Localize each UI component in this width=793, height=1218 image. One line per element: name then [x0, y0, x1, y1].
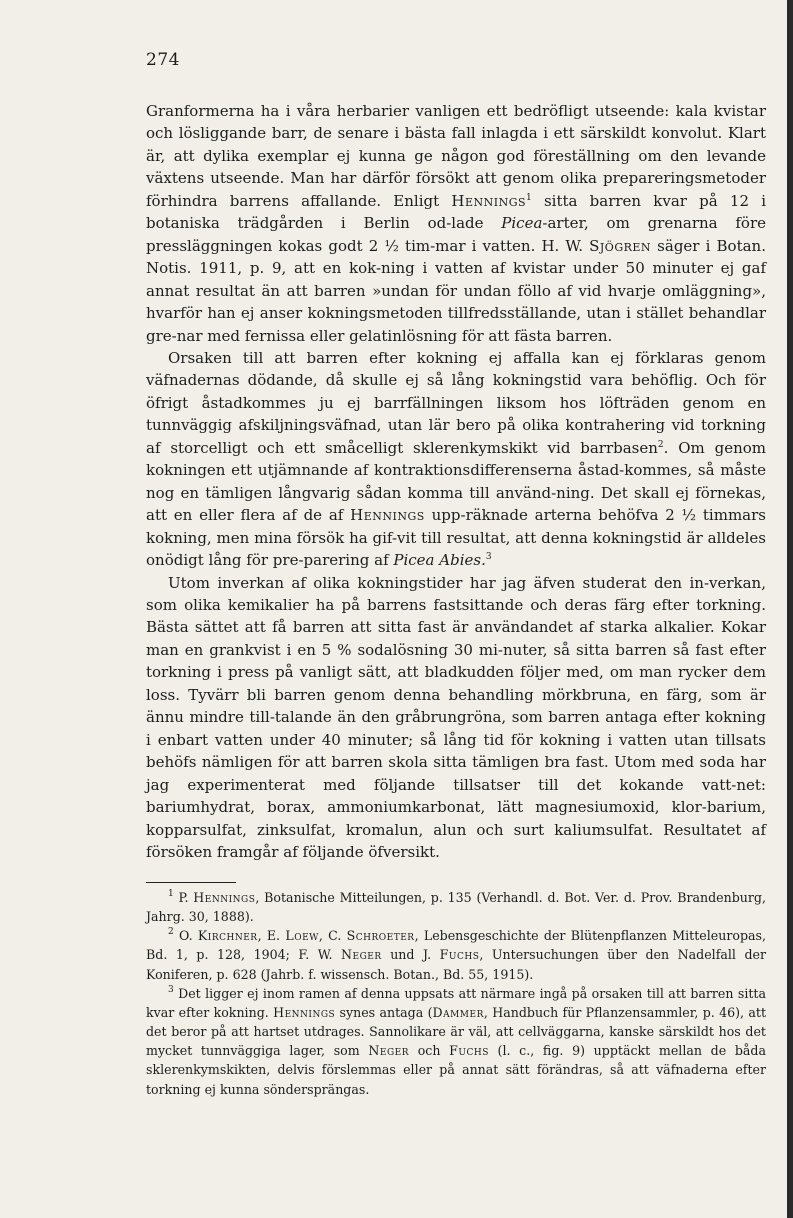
text-run: , C. [318, 928, 347, 944]
footnote-marker: 1 [168, 889, 174, 899]
author-name: Neger [368, 1043, 410, 1059]
page-number: 274 [146, 50, 180, 70]
text-run: P. [173, 890, 194, 905]
text-run: säger i Botan. Notis. 1911, p. 9, att en kok-ning i vatten af kvistar under 50 minuter ej gaf annat resultat än att barren »undan för undan föllo af vid hvarje omläggning», hvarför han ej anser kokningsmetoden tillfredsställande, utan i stället behandlar gre-nar med fernissa eller gelatinlösning för att fästa barren. [146, 236, 766, 345]
author-name: Fuchs [439, 947, 480, 963]
author-name: Kirchner [197, 928, 258, 944]
text-run: Utom inverkan af olika kokningstider har jag äfven studerat den in-verkan, som olika kemikalier ha på barrens fastsittande och deras färg efter torkning. Bästa sättet att få barren att sitta fast är användandet af starka alkalier. Kokar man en grankvist i en 5 % sodalösning 30 mi-nuter, så sitta barren så fast efter torkning i press på vanligt sätt, att bladkudden följer med, om man rycker dem loss. Tyvärr bli barren genom denna behandling mörkbruna, en färg, som är ännu mindre till-talande än den gråbrungröna, som barren antaga efter kokning i enbart vatten under 40 minuter; så lång tid för kokning i vatten utan tillsats behöfs nämligen för att barren skola sitta tämligen bra fast. Utom med soda har jag experimenterat med följande tillsatser till det kokande vatt-net: bariumhydrat, borax, ammoniumkarbonat, lätt magnesiumoxid, klor-barium, kopparsulfat, zinksulfat, kromalun, alun och surt kaliumsulfat. Resultatet af försöken framgår af följande öfversikt. [146, 573, 766, 861]
text-run: , Handbuch für Pflanzensammler, p. 46), att det beror på att hartset utdrages. Sannolikare är väl, att cellväggarna, kanske särskildt hos det mycket tunnväggiga lager, som [146, 1004, 767, 1059]
author-name: Hennings [350, 506, 425, 525]
text-run: O. [173, 928, 198, 944]
text-run: synes antaga ( [335, 1004, 433, 1020]
paragraph [146, 100, 766, 347]
italic-run: Picea [501, 214, 543, 233]
italic-run: Picea Abies. [393, 551, 486, 570]
author-name: Dammer [432, 1004, 484, 1020]
author-name: Sjögren [589, 236, 652, 255]
text-run: und J. [381, 947, 440, 963]
footnote [146, 888, 766, 926]
author-name: Fuchs [449, 1043, 489, 1059]
author-name: Neger [341, 947, 382, 963]
footnote [146, 926, 766, 983]
text-run: och [409, 1043, 450, 1059]
text-run: sitta barren kvar på 12 i botaniska trädgården i Berlin od-lade [146, 191, 766, 233]
text-run: -arter, om grenarna före pressläggningen kokas godt 2 ½ tim-mar i vatten. H. W. [146, 214, 766, 255]
body-text [146, 100, 766, 863]
footnote-marker: 2 [657, 439, 664, 450]
footnote-marker: 3 [485, 552, 492, 563]
footnote-marker: 3 [168, 984, 174, 995]
text-run: . Om genom kokningen ett utjämnande af kontraktionsdifferenserna åstad-kommes, så måste nog en tämligen långvarig sådan komma till använd-ning. Det skall ej förnekas, att en eller flera af de af [146, 438, 766, 525]
footnotes [146, 888, 766, 1099]
footnote-marker: 1 [526, 192, 532, 203]
text-run: , Botanische Mitteilungen, p. 135 (Verhandl. d. Bot. Ver. d. Prov. Brandenburg, Jahrg. 30, 1888). [146, 890, 766, 925]
text-run: Orsaken till att barren efter kokning ej affalla kan ej förklaras genom väfnadernas dödande, då skulle ej så lång kokningstid vara behöflig. Och för öfrigt åstadkommes ju ej barrfällningen liksom hos löfträden genom en tunnväggig afskiljningsväfnad, utan lär bero på olika kontrahering vid torkning af storcelligt och ett småcelligt sklerenkymskikt vid barrbasen [146, 348, 766, 457]
text-run: , Lebensgeschichte der Blütenpflanzen Mitteleuropas, Bd. 1, p. 128, 1904; F. W. [146, 928, 766, 963]
author-name: Hennings [193, 890, 256, 905]
author-name: Loew [285, 928, 319, 944]
paragraph [146, 572, 766, 864]
text-run: , E. [257, 928, 286, 944]
footnote-rule [146, 882, 236, 883]
text-run: Det ligger ej inom ramen af denna uppsats att närmare ingå på orsaken till att barren sitta kvar efter kokning. [146, 985, 766, 1020]
author-name: Hennings [451, 191, 527, 210]
text-run: upp-räknade arterna behöfva 2 ½ timmars kokning, men mina försök ha gif-vit till resultat, att denna kokningstid är alldeles onödigt lång för pre-parering af [146, 506, 766, 570]
author-name: Schroeter [346, 928, 415, 944]
text-run: Granformerna ha i våra herbarier vanligen ett bedröfligt utseende: kala kvistar och lösliggande barr, de senare i bästa fall inlagda i ett särskildt konvolut. Klart är, att dylika exemplar ej kunna ge någon god föreställning om den levande växtens utseende. Man har därför försökt att genom olika prepareringsmetoder förhindra barrens affallande. Enligt [146, 102, 766, 210]
paragraph [146, 347, 766, 572]
author-name: Hennings [273, 1004, 336, 1020]
page-edge-shadow [787, 0, 793, 1218]
text-run: , Untersuchungen über den Nadelfall der Koniferen, p. 628 (Jahrb. f. wissensch. Botan., Bd. 55, 1915). [146, 947, 767, 982]
footnote-marker: 2 [168, 927, 174, 938]
text-run: (l. c., fig. 9) upptäckt mellan de båda sklerenkymskikten, delvis förslemmas eller på annat sätt förändras, så att väfnaderna efter torkning ej kunna söndersprängas. [146, 1043, 766, 1097]
footnote [146, 984, 766, 1099]
